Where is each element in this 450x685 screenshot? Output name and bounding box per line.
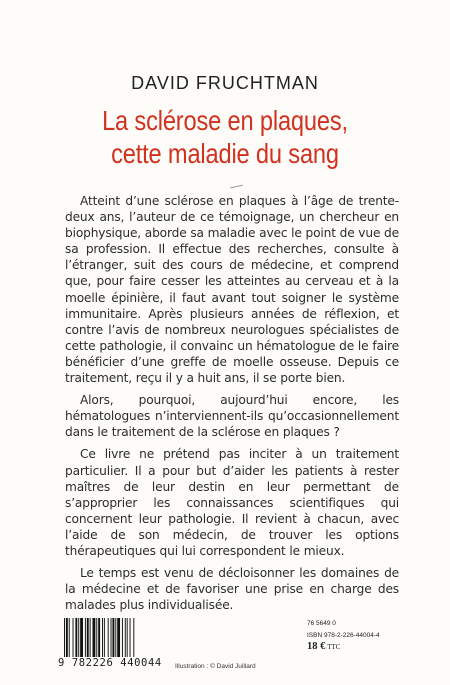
blurb [65, 193, 399, 619]
isbn: ISBN 978-2-226-44004-4 [307, 631, 380, 639]
price-line [307, 641, 380, 654]
barcode-number: 9 782226 440044 [58, 657, 168, 669]
price: 18 € [307, 641, 326, 652]
book-title-line-1: La sclérose en plaques, [102, 105, 348, 136]
price-block [307, 618, 380, 654]
decorative-dash [230, 185, 243, 189]
blurb-paragraph-4: Le temps est venu de décloisonner les domaines de la médecine et de favoriser une prise en charge des malades plus individualisée. [65, 566, 399, 613]
product-code: 76 5649 0 [307, 620, 336, 627]
author-name: DAVID FRUCHTMAN [131, 73, 319, 93]
book-title [32, 104, 419, 170]
price-suffix: TTC [327, 643, 341, 651]
blurb-paragraph-2: Alors, pourquoi, aujourd’hui encore, les hématologues n’interviennent-ils qu’occasionnellement dans le traitement de la sclérose en plaques ? [65, 393, 399, 440]
book-title-line-2: cette maladie du sang [111, 138, 339, 169]
blurb-paragraph-1: Atteint d’une sclérose en plaques à l’âge de trente-deux ans, l’auteur de ce témoignage, un chercheur en biophysique, aborde sa maladie avec le point de vue de sa profession. Il effectue des recherches, consulte à l’étranger, suit des cours de médecine, et comprend que, pour faire cesser les atteintes au cerveau et à la moelle épinière, il faut avant tout soigner le système immunitaire. Après plusieurs années de réflexion, et contre l’avis de nombreux neurologues spécialistes de cette pathologie, il convainc un hématologue de le faire bénéficier d’une greffe de moelle osseuse. Depuis ce traitement, reçu il y a huit ans, il se porte bien. [65, 194, 399, 386]
blurb-paragraph-3: Ce livre ne prétend pas inciter à un traitement particulier. Il a pour but d’aider les patients à rester maîtres de leur destin en leur permettant de s’approprier les connaissances scientifiques qui concernent leur pathologie. Il revient à chacun, avec l’aide de son médecin, de trouver les options thérapeutiques qui lui correspondent le mieux. [65, 447, 399, 558]
illustration-credit: Illustration : © David Juillard [175, 663, 256, 670]
